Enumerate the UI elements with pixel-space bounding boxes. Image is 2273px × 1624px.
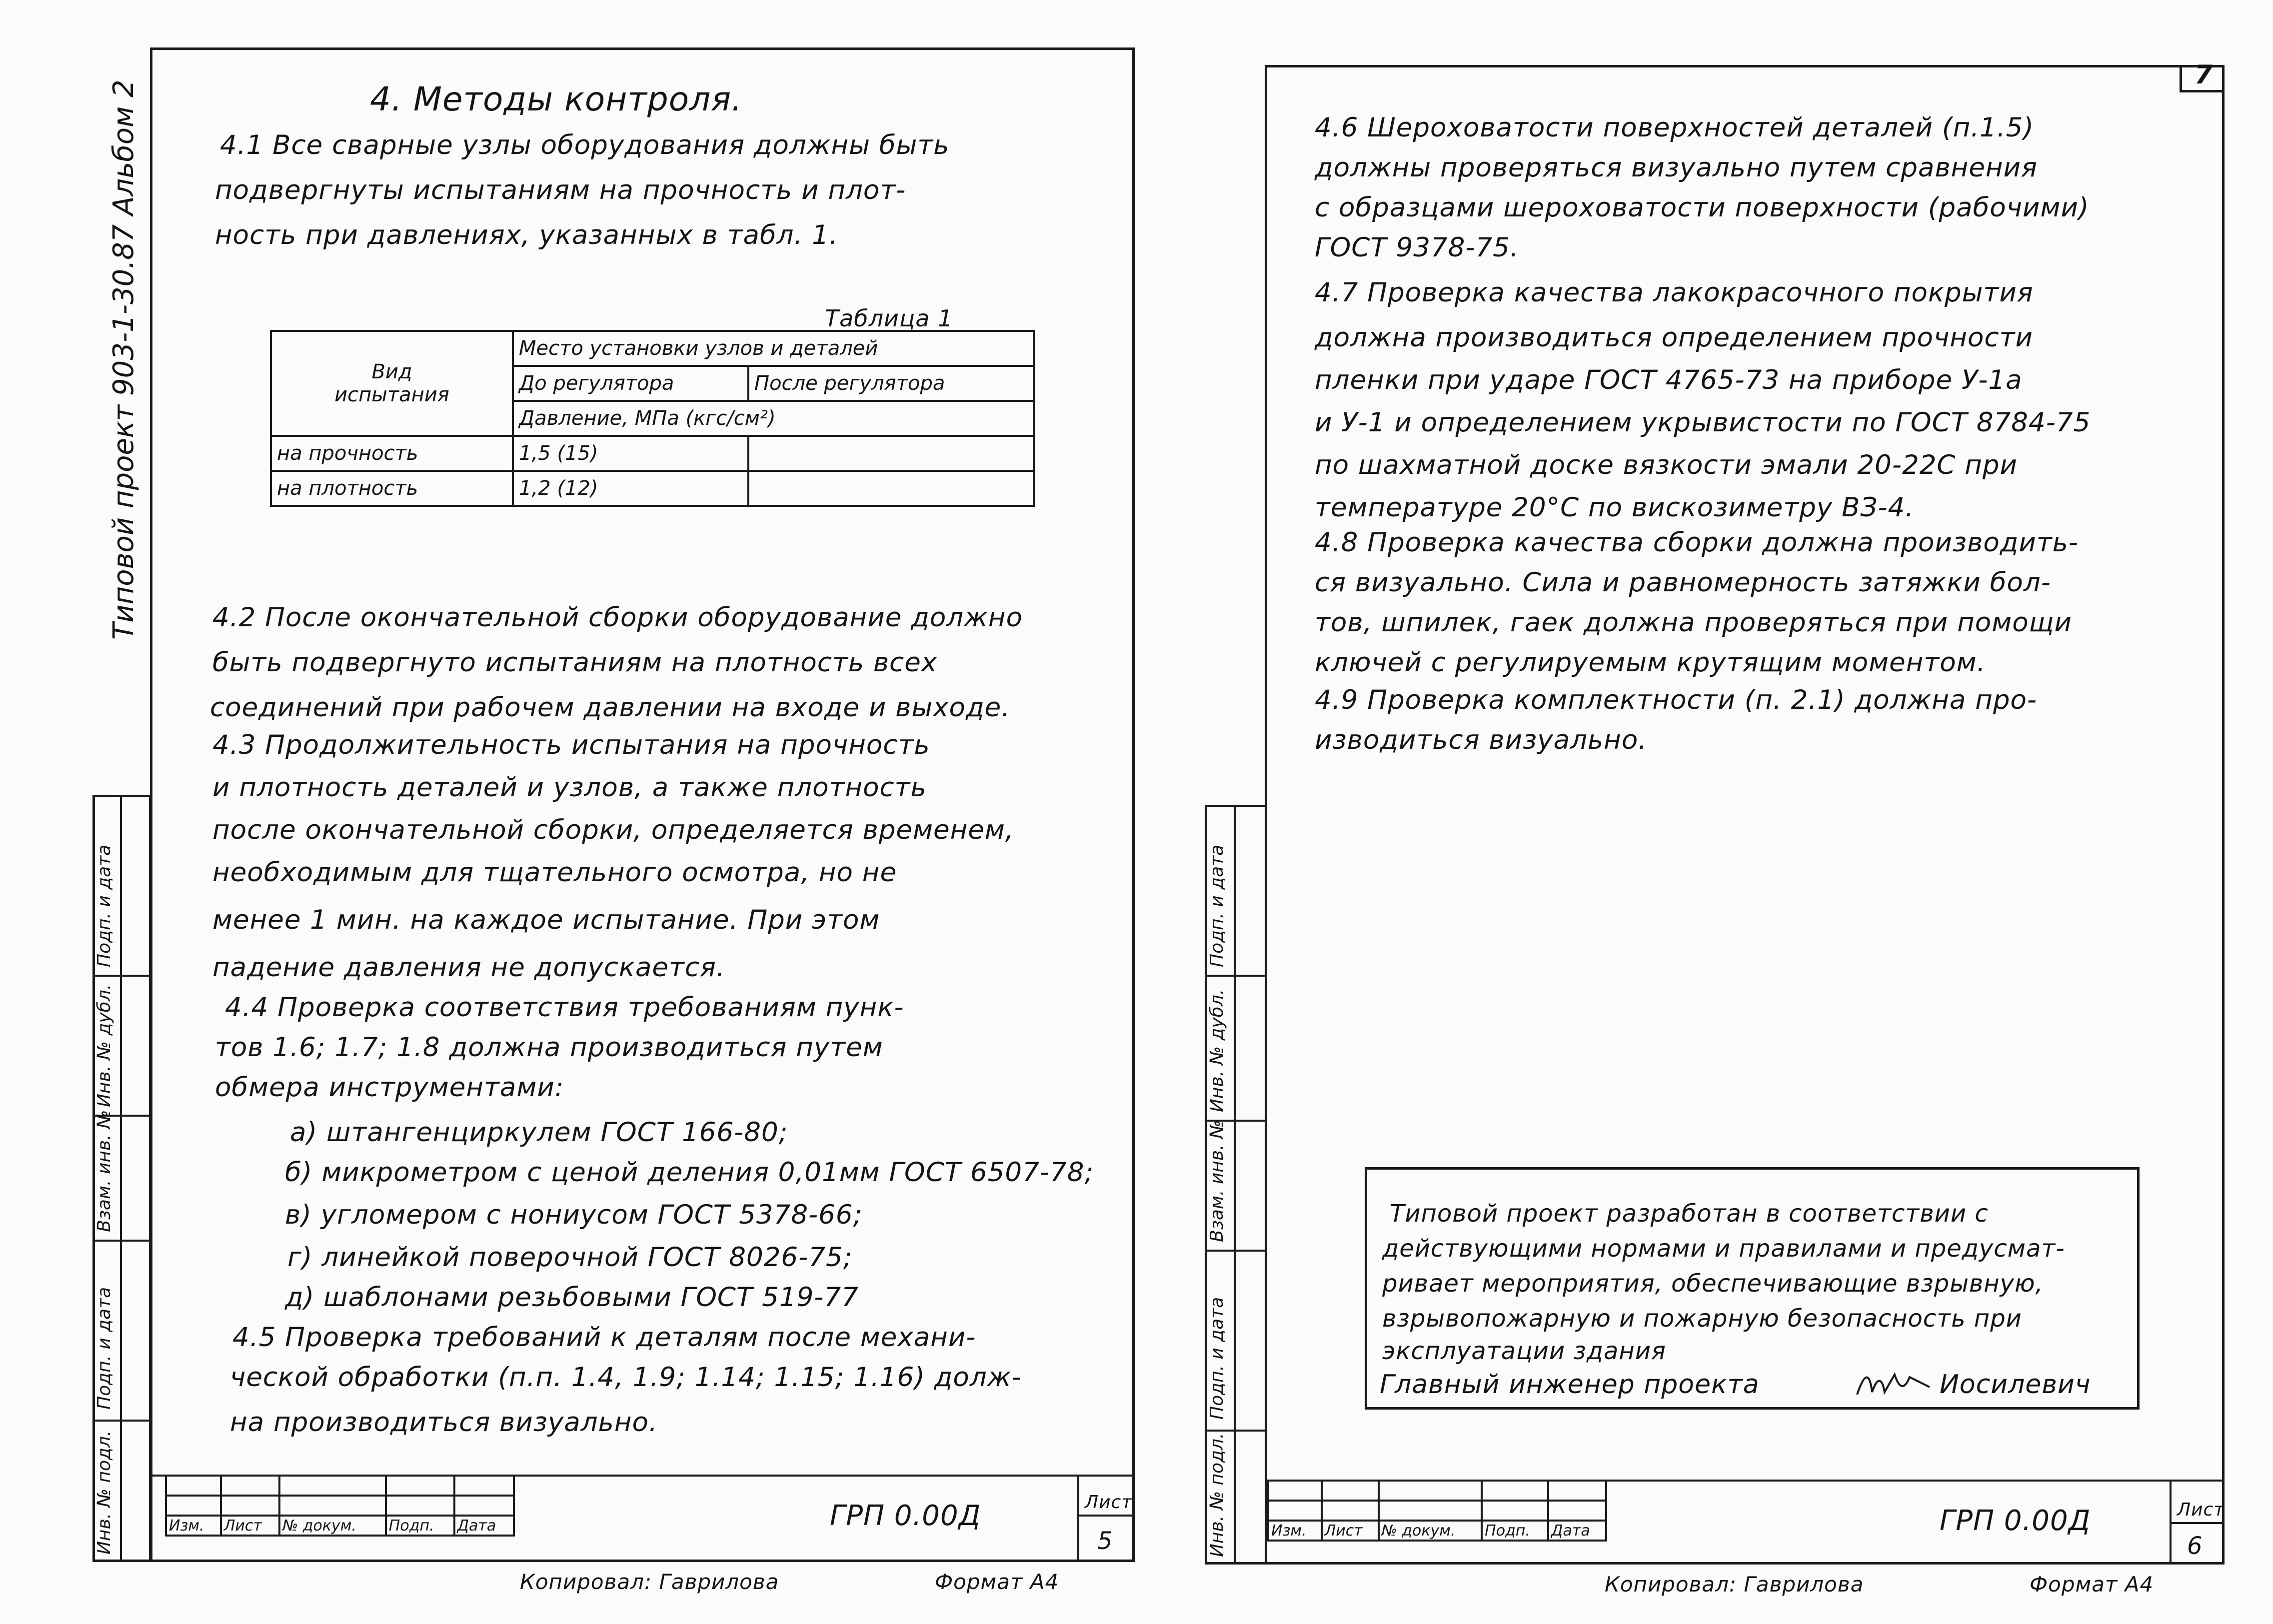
right-line: должны проверяться визуально путем сравнения — [1315, 152, 2038, 183]
left-line: необходимым для тщательного осмотра, но не — [212, 857, 897, 888]
left-line: обмера инструментами: — [215, 1072, 564, 1103]
table-cell-label: на плотность — [271, 471, 513, 506]
right-side-label-2: Подп. и дата — [1207, 1297, 1227, 1420]
stamp-col-label: № докум. — [1379, 1521, 1482, 1541]
note-line: ривает мероприятия, обеспечивающие взрывную, — [1382, 1270, 2044, 1298]
left-copied-by: Копировал: Гаврилова — [520, 1570, 779, 1594]
right-line: 4.9 Проверка комплектности (п. 2.1) должна про- — [1315, 685, 2038, 715]
right-line: ся визуально. Сила и равномерность затяжки бол- — [1315, 567, 2051, 598]
right-line: пленки при ударе ГОСТ 4765-73 на приборе У-1а — [1315, 365, 2023, 395]
table-unit-row: Давление, МПа (кгс/см²) — [513, 401, 1034, 436]
left-line: тов 1.6; 1.7; 1.8 должна производиться путем — [215, 1032, 883, 1063]
paragraph-4-1-line-2: подвергнуты испытаниям на прочность и плот- — [215, 175, 906, 205]
stamp-col-label: Изм. — [166, 1516, 221, 1536]
right-line: 4.8 Проверка качества сборки должна производить- — [1315, 527, 2079, 558]
right-side-label-4: Инв. № дубл. — [1207, 989, 1227, 1112]
left-line: б) микрометром с ценой деления 0,01мм ГОСТ 6507-78; — [285, 1157, 1094, 1188]
table-cell-value: 1,2 (12) — [513, 471, 748, 506]
right-sheet-label: Лист — [2177, 1500, 2225, 1520]
left-side-label-4: Инв. № дубл. — [94, 984, 114, 1107]
note-line: взрывопожарную и пожарную безопасность при — [1382, 1305, 2022, 1333]
table-cell-label: на прочность — [271, 436, 513, 471]
left-sheet-number: 5 — [1097, 1527, 1113, 1555]
right-sheet-number: 6 — [2187, 1532, 2203, 1560]
left-side-label-2: Подп. и дата — [94, 1287, 114, 1410]
left-line: на производиться визуально. — [230, 1407, 658, 1438]
left-line: и плотность деталей и узлов, а также плотность — [212, 772, 927, 803]
left-line: ческой обработки (п.п. 1.4, 1.9; 1.14; 1.15; 1.16) долж- — [230, 1362, 1022, 1393]
chief-engineer-label: Главный инженер проекта — [1380, 1370, 1760, 1400]
left-line: соединений при рабочем давлении на входе и выходе. — [210, 692, 1011, 723]
right-line: должна производиться определением прочности — [1315, 322, 2033, 353]
left-format: Формат А4 — [935, 1570, 1059, 1594]
right-corner-number: 7 — [2195, 60, 2214, 90]
left-line: д) шаблонами резьбовыми ГОСТ 519-77 — [285, 1282, 859, 1313]
right-line: изводиться визуально. — [1315, 725, 1648, 755]
left-line: а) штангенциркулем ГОСТ 166-80; — [290, 1117, 788, 1148]
left-sheet-label: Лист — [1085, 1492, 1133, 1513]
right-line: ключей с регулируемым крутящим моментом. — [1315, 647, 1986, 678]
chief-name: Иосилевич — [1940, 1370, 2091, 1400]
left-line: быть подвергнуто испытаниям на плотность всех — [212, 647, 938, 678]
right-side-label-1: Инв. № подл. — [1207, 1433, 1227, 1557]
left-side-label-5: Подп. и дата — [94, 844, 114, 967]
left-stamp-grid — [165, 1475, 515, 1537]
note-line: эксплуатации здания — [1382, 1337, 1666, 1365]
table-caption: Таблица 1 — [825, 305, 953, 332]
stamp-col-label: Изм. — [1268, 1521, 1322, 1541]
pressure-table — [270, 330, 1035, 507]
stamp-col-label: Дата — [1548, 1521, 1606, 1541]
stamp-col-label: Подп. — [1482, 1521, 1548, 1541]
left-line: менее 1 мин. на каждое испытание. При этом — [212, 905, 880, 935]
table-row — [271, 436, 1034, 471]
section-title: 4. Методы контроля. — [370, 80, 743, 118]
right-line: 4.6 Шероховатости поверхностей деталей (п.1.5) — [1315, 112, 2035, 143]
left-line: 4.5 Проверка требований к деталям после механи- — [232, 1322, 976, 1353]
left-line: 4.2 После окончательной сборки оборудование должно — [212, 602, 1023, 633]
stamp-col-label: Дата — [454, 1516, 514, 1536]
left-line: падение давления не допускается. — [212, 952, 725, 983]
right-format: Формат А4 — [2030, 1572, 2154, 1597]
table-row — [271, 471, 1034, 506]
right-doc-code: ГРП 0.00Д — [1940, 1505, 2091, 1537]
right-line: по шахматной доске вязкости эмали 20-22С при — [1315, 450, 2018, 480]
stamp-col-label: № докум. — [279, 1516, 386, 1536]
paragraph-4-1-line-1: 4.1 Все сварные узлы оборудования должны быть — [220, 130, 950, 160]
right-stamp-grid — [1267, 1480, 1607, 1542]
chief-signature-image — [1855, 1367, 1935, 1402]
paragraph-4-1-line-3: ность при давлениях, указанных в табл. 1. — [215, 220, 838, 250]
left-line: в) угломером с нониусом ГОСТ 5378-66; — [285, 1200, 863, 1230]
left-side-label-3: Взам. инв. № — [94, 1110, 114, 1232]
left-line: 4.4 Проверка соответствия требованиям пунк- — [225, 992, 904, 1023]
left-line: 4.3 Продолжительность испытания на прочность — [212, 730, 930, 760]
note-line: действующими нормами и правилами и предусмат- — [1382, 1235, 2065, 1263]
right-side-label-5: Подп. и дата — [1207, 844, 1227, 967]
left-doc-code: ГРП 0.00Д — [830, 1500, 981, 1532]
stamp-col-label: Лист — [221, 1516, 279, 1536]
table-group-header: Место установки узлов и деталей — [513, 331, 1034, 366]
table-col-header-test: Вид испытания — [271, 331, 513, 436]
left-side-label-1: Инв. № подл. — [94, 1430, 114, 1555]
right-line: с образцами шероховатости поверхности (рабочими) — [1315, 192, 2090, 223]
left-line: г) линейкой поверочной ГОСТ 8026-75; — [287, 1242, 853, 1273]
table-subheader-before: До регулятора — [513, 366, 748, 401]
stamp-col-label: Лист — [1322, 1521, 1379, 1541]
note-line: Типовой проект разработан в соответствии с — [1390, 1200, 1989, 1228]
left-line: после окончательной сборки, определяется временем, — [212, 815, 1014, 845]
right-line: 4.7 Проверка качества лакокрасочного покрытия — [1315, 277, 2034, 308]
album-caption-vertical: Типовой проект 903-1-30.87 Альбом 2 — [107, 79, 140, 640]
right-line: тов, шпилек, гаек должна проверяться при помощи — [1315, 607, 2072, 638]
table-cell-value: 1,5 (15) — [513, 436, 748, 471]
table-subheader-after: После регулятора — [748, 366, 1034, 401]
right-side-label-3: Взам. инв. № — [1207, 1120, 1227, 1242]
right-line: и У-1 и определением укрывистости по ГОСТ 8784-75 — [1315, 407, 2091, 438]
right-copied-by: Копировал: Гаврилова — [1605, 1572, 1864, 1597]
stamp-col-label: Подп. — [386, 1516, 454, 1536]
right-line: ГОСТ 9378-75. — [1315, 232, 1519, 263]
right-line: температуре 20°С по вискозиметру ВЗ-4. — [1315, 492, 1915, 523]
